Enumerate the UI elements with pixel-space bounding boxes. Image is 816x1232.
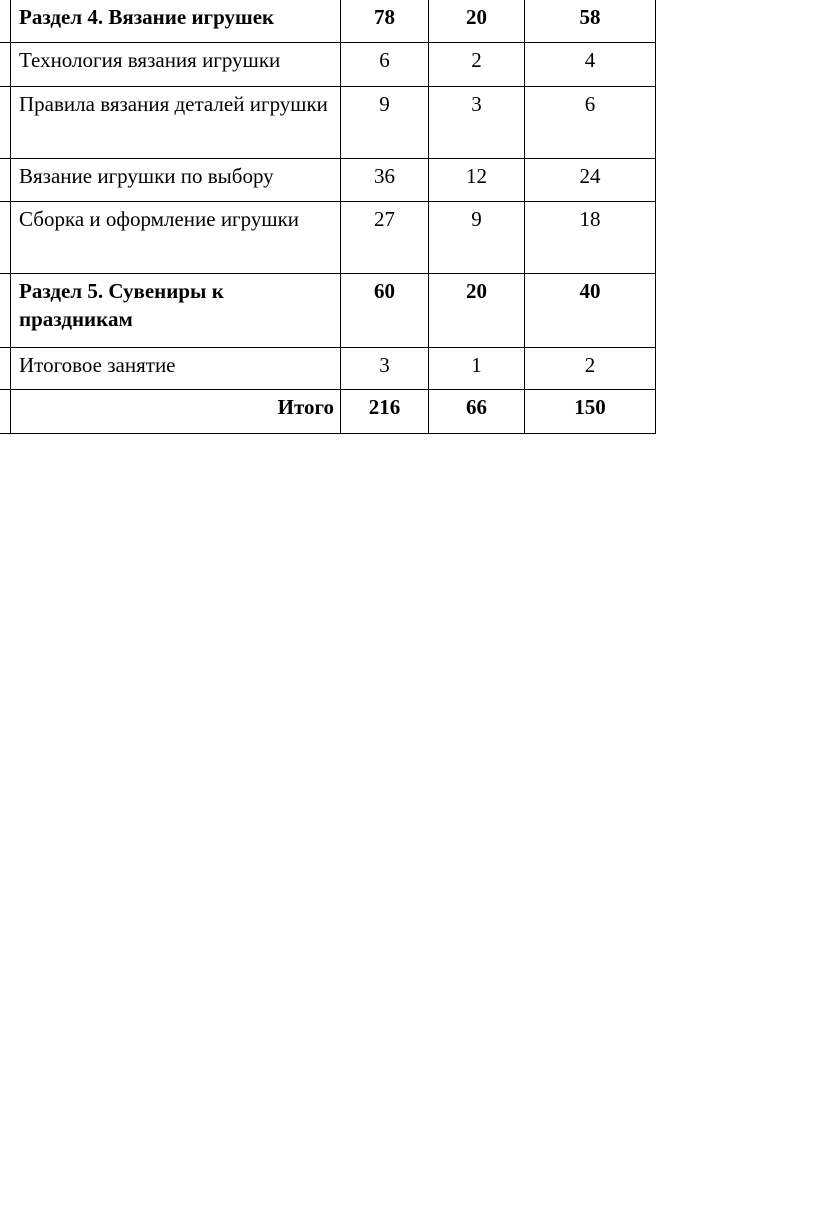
theory-hours: 20: [466, 279, 487, 303]
practice-hours: 58: [579, 5, 601, 29]
table-row: [0, 348, 656, 390]
title-cell: [11, 87, 341, 159]
practice-hours: 6: [584, 92, 596, 116]
theory-hours: 9: [471, 207, 482, 231]
total-hours-cell: [341, 348, 429, 390]
summary-practice-cell: [525, 390, 656, 434]
total-hours-cell: [341, 87, 429, 159]
summary-total-cell: [341, 390, 429, 434]
total-hours: 3: [379, 353, 390, 377]
row-number-cell: [0, 43, 11, 87]
row-number-cell: [0, 202, 11, 274]
practice-hours: 4: [584, 48, 596, 72]
theory-hours: 12: [466, 164, 487, 188]
table-row: [0, 202, 656, 274]
practice-hours-cell: [525, 274, 656, 348]
row-title: Раздел 4. Вязание игрушек: [19, 5, 275, 29]
theory-hours-cell: [429, 348, 525, 390]
total-hours-cell: [341, 0, 429, 43]
total-hours-cell: [341, 159, 429, 202]
title-cell: [11, 0, 341, 43]
summary-theory-cell: [429, 390, 525, 434]
theory-hours: 2: [471, 48, 482, 72]
row-title: Итоговое занятие: [19, 353, 176, 377]
row-number-cell: [0, 87, 11, 159]
practice-hours-cell: [525, 87, 656, 159]
total-hours-cell: [341, 43, 429, 87]
theory-hours-cell: [429, 43, 525, 87]
total-hours: 36: [374, 164, 395, 188]
theory-hours: 3: [471, 92, 482, 116]
row-number-cell: [0, 159, 11, 202]
total-hours: 60: [374, 279, 395, 303]
row-number-cell: [0, 274, 11, 348]
total-hours: 78: [374, 5, 395, 29]
theory-hours-cell: [429, 87, 525, 159]
total-hours-cell: [341, 202, 429, 274]
total-hours: 27: [374, 207, 395, 231]
summary-practice-hours: 150: [574, 395, 606, 419]
table-row-section-5: [0, 274, 656, 348]
table-row-section-4: [0, 0, 656, 43]
practice-hours: 24: [579, 164, 601, 188]
table-row: [0, 159, 656, 202]
row-title: Вязание игрушки по выбору: [19, 164, 274, 188]
row-number-cell: [0, 348, 11, 390]
title-cell: [11, 348, 341, 390]
practice-hours-cell: [525, 0, 656, 43]
title-cell: [11, 43, 341, 87]
title-cell: [11, 274, 341, 348]
curriculum-table: [0, 0, 656, 434]
practice-hours: 18: [579, 207, 601, 231]
row-title: Правила вязания деталей игрушки: [19, 92, 328, 116]
total-hours-cell: [341, 274, 429, 348]
theory-hours-cell: [429, 159, 525, 202]
row-number-cell: [0, 0, 11, 43]
total-hours: 9: [379, 92, 390, 116]
row-number-cell: [0, 390, 11, 434]
practice-hours-cell: [525, 202, 656, 274]
title-cell: [11, 202, 341, 274]
theory-hours-cell: [429, 274, 525, 348]
row-title: Технология вязания игрушки: [19, 48, 281, 72]
practice-hours: 2: [584, 353, 596, 377]
theory-hours: 20: [466, 5, 487, 29]
title-cell: [11, 159, 341, 202]
row-title: Раздел 5. Сувениры к праздникам: [19, 279, 224, 331]
summary-label-cell: [11, 390, 341, 434]
practice-hours-cell: [525, 348, 656, 390]
practice-hours-cell: [525, 43, 656, 87]
summary-label: Итого: [277, 395, 334, 419]
table-row: [0, 43, 656, 87]
summary-theory-hours: 66: [466, 395, 487, 419]
summary-total-hours: 216: [368, 395, 401, 419]
practice-hours: 40: [579, 279, 601, 303]
row-title: Сборка и оформление игрушки: [19, 207, 300, 231]
table-row: [0, 87, 656, 159]
theory-hours-cell: [429, 0, 525, 43]
table-row-summary: [0, 390, 656, 434]
theory-hours-cell: [429, 202, 525, 274]
total-hours: 6: [379, 48, 390, 72]
theory-hours: 1: [471, 353, 482, 377]
practice-hours-cell: [525, 159, 656, 202]
